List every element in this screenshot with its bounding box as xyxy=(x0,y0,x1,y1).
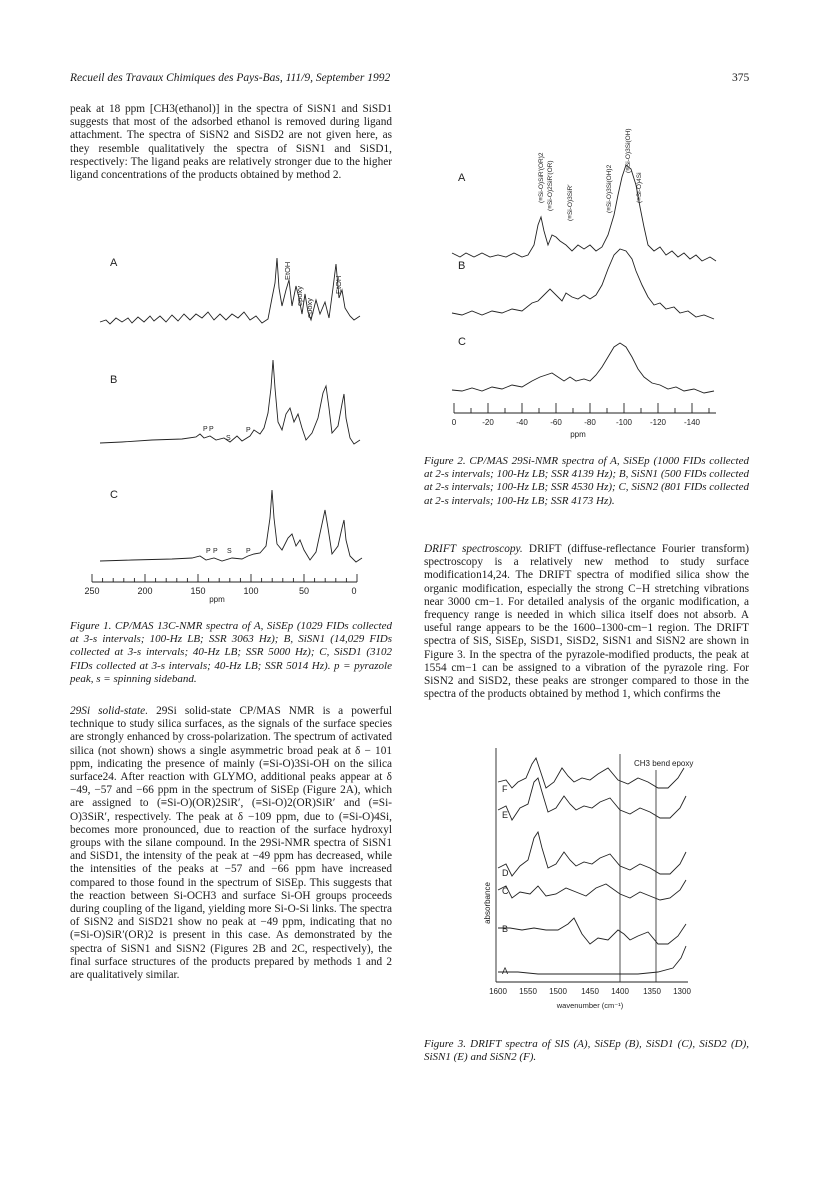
figure3-tick-1450: 1450 xyxy=(581,987,599,996)
figure1-tick-0: 0 xyxy=(351,586,357,596)
figure2-panel-label-b: B xyxy=(458,260,466,272)
figure3-drift-spectra xyxy=(478,748,708,1018)
figure2-axis-unit: ppm xyxy=(570,430,586,439)
figure1-c-marker-s: S xyxy=(227,548,232,555)
figure2-tick-120: -120 xyxy=(649,418,667,427)
page-number: 375 xyxy=(732,72,750,84)
figure3-trace-label-a: A xyxy=(502,966,509,976)
figure3-annotation-ch3: CH3 bend xyxy=(634,759,671,768)
drift-section-paragraph: DRIFT (diffuse-reflectance Fourier transform) spectroscopy is a relatively new method to study surface modification14,24. The DRIFT spectra of modified silica show the organic modification, especially the strong C−H stretching vibrations near 3000 cm−1. For detailed analysis of the organic modification, a frequency range is needed in which silica itself does not absorb. A useful range appears to be the 1600–1300-cm−1 region. The DRIFT spectra of SiS, SiSEp, SiSD1, SiSD2, SiSN1 and SiSN2 are shown in Figure 3. In the spectra of the pyrazole-modified products, the peak at 1554 cm−1 can be assigned to a vibration of the pyrazole ring. For SiSN2 and SiSD2, these peaks are stronger compared to those in the spectra of the products obtained by method 1, which confirms the xyxy=(424,543,749,701)
figure3-trace-c xyxy=(498,880,686,900)
figure3-trace-label-e: E xyxy=(502,810,509,820)
figure1-trace-a xyxy=(100,258,360,324)
figure1-tick-250: 250 xyxy=(84,586,100,596)
figure2-tick-0: 0 xyxy=(451,418,457,427)
right-column-drift xyxy=(424,543,749,701)
figure3-trace-e xyxy=(498,778,686,820)
journal-header: Recueil des Travaux Chimiques des Pays-Bas, 111/9, September 1992 xyxy=(70,72,391,84)
figure3-trace-label-f: F xyxy=(502,784,508,794)
figure2-caption: Figure 2. CP/MAS 29Si-NMR spectra of A, SiSEp (1000 FIDs collected at 2-s intervals; 100-Hz LB; SSR 4139 Hz); B, SiSN1 (500 FIDs collected at 2-s intervals; 100-Hz LB; SSR 4530 Hz); C, SiSN2 (801 FIDs collected at 2-s intervals; 100-Hz LB; SSR 4173 Hz). xyxy=(424,455,749,507)
figure1-tick-150: 150 xyxy=(190,586,206,596)
figure3-tick-1400: 1400 xyxy=(611,987,629,996)
figure3-tick-1350: 1350 xyxy=(643,987,661,996)
figure3-tick-1550: 1550 xyxy=(519,987,537,996)
figure1-c-marker-p3: P xyxy=(246,548,251,555)
figure3-trace-d xyxy=(498,832,686,876)
figure1-x-axis xyxy=(92,574,357,582)
figure1-caption: Figure 1. CP/MAS 13C-NMR spectra of A, SiSEp (1029 FIDs collected at 3-s intervals; 100-Hz LB; SSR 3063 Hz); B, SiSN1 (14,029 FIDs collected at 3-s intervals; 40-Hz LB; SSR 5000 Hz); C, SiSD1 (3102 FIDs collected at 3-s intervals; 40-Hz LB; SSR 5014 Hz). p = pyrazole peak, s = spinning sideband. xyxy=(70,620,392,685)
figure1-b-marker-p3: P xyxy=(246,427,251,434)
figure3-trace-label-d: D xyxy=(502,868,509,878)
figure3-tick-1300: 1300 xyxy=(673,987,691,996)
figure2-trace-b xyxy=(452,249,714,319)
figure1-tick-100: 100 xyxy=(243,586,259,596)
figure1-b-marker-p1: P xyxy=(203,426,208,433)
drift-section-heading: DRIFT spectroscopy. xyxy=(424,543,523,555)
figure1-c-marker-p2: P xyxy=(213,548,218,555)
figure1-c-marker-p1: P xyxy=(206,548,211,555)
figure3-caption: Figure 3. DRIFT spectra of SIS (A), SiSEp (B), SiSD1 (C), SiSD2 (D), SiSN1 (E) and SiSN2 (F). xyxy=(424,1038,749,1064)
figure1-peak-label-epoxy-2: epoxy xyxy=(305,297,314,318)
si-section-heading: 29Si solid-state. xyxy=(70,705,149,717)
figure1-trace-b xyxy=(100,360,360,444)
figure3-y-label: absorbance xyxy=(483,882,492,924)
figure1-peak-label-etoh-2: EtOH xyxy=(334,275,343,294)
figure1-panel-label-b: B xyxy=(110,374,118,386)
figure3-trace-a xyxy=(498,946,686,974)
figure2-tick-20: -20 xyxy=(482,418,494,427)
figure2-x-axis xyxy=(454,403,716,413)
figure2-trace-c xyxy=(452,343,714,393)
figure2-tick-40: -40 xyxy=(516,418,528,427)
figure2-tick-100: -100 xyxy=(615,418,633,427)
figure3-trace-label-b: B xyxy=(502,924,509,934)
figure1-panel-label-c: C xyxy=(110,489,118,501)
figure2-peak-label-5: (≡Si-O)3Si(OH) xyxy=(625,128,632,173)
figure1-tick-200: 200 xyxy=(137,586,153,596)
figure1-axis-unit: ppm xyxy=(209,595,225,604)
figure2-peak-label-6: (≡Si-O)4Si xyxy=(636,172,643,203)
figure1-tick-50: 50 xyxy=(298,586,310,596)
figure2-tick-140: -140 xyxy=(683,418,701,427)
figure2-panel-label-a: A xyxy=(458,172,466,184)
figure2-tick-60: -60 xyxy=(550,418,562,427)
si-section-paragraph: 29Si solid-state CP/MAS NMR is a powerful technique to study silica surfaces, as the signals of the surface species are strongly enhanced by cross-polarization. The spectrum of activated silica (not shown) shows a single asymmetric broad peak at δ − 101 ppm, indicating the presence of mainly (≡Si-O)3Si-OH on the silica surface24. After reaction with GLYMO, additional peaks appear at δ −49, −57 and −66 ppm in the spectrum of SiSEp (Figure 2A), which are assigned to (≡Si-O)(OR)2SiR′, (≡Si-O)2(OR)SiR′ and (≡Si-O)3SiR′, respectively. The peak at δ −109 ppm, due to (≡Si-O)4Si, becomes more pronounced, due to reaction of the surface hydroxyl groups with the silane compound. In the 29Si-NMR spectra of SiSN1 and SiSD1, the intensity of the peak at −49 ppm has decreased, while the intensities of the peaks at −57 and −66 ppm have increased compared to those found in the spectrum of SiSEp. This suggests that the reaction between Si-OCH3 and surface Si-OH groups proceeds during coupling of the ligand, yielding more Si-O-Si links. The spectra of SiSN2 and SiSD21 show no peak at −49 ppm, indicating that no (≡Si-O)SiR′(OR)2 is present in this case. As demonstrated by the spectra of SiSN1 and SiSN2 (Figures 2B and 2C, respectively), the final surface structures of the products prepared by methods 1 and 2 are qualitatively similar. xyxy=(70,705,392,982)
figure2-tick-80: -80 xyxy=(584,418,596,427)
figure1-b-marker-s: S xyxy=(226,435,231,442)
figure2-peak-label-4: (≡Si-O)3Si(OH)2 xyxy=(606,164,613,213)
figure3-trace-b xyxy=(498,918,686,944)
figure3-tick-1600: 1600 xyxy=(489,987,507,996)
figure2-panel-label-c: C xyxy=(458,336,466,348)
figure1-peak-label-etoh-1: EtOH xyxy=(283,261,292,280)
figure3-annotation-epoxy: epoxy xyxy=(672,759,694,768)
figure1-panel-label-a: A xyxy=(110,257,118,269)
intro-paragraph: peak at 18 ppm [CH3(ethanol)] in the spectra of SiSN1 and SiSD1 suggests that most of the adsorbed ethanol is removed during ligand attachment. The spectra of SiSN2 and SiSD2 are not given here, as they resemble qualitatively the spectra of SiSN1 and SiSD1, respectively: The ligand peaks are relatively stronger due to the higher ligand concentrations of the products obtained by method 2. xyxy=(70,103,392,182)
figure2-peak-label-2: (≡Si-O)2SiR′(OR) xyxy=(547,160,554,211)
figure1-13c-nmr-spectra xyxy=(84,228,382,613)
left-column-intro xyxy=(70,103,392,182)
figure2-peak-label-3: (≡Si-O)3SiR′ xyxy=(567,184,574,221)
figure2-peak-label-1: (≡Si-O)SiR′(OR)2 xyxy=(538,152,545,203)
figure3-trace-label-c: C xyxy=(502,886,509,896)
figure3-tick-1500: 1500 xyxy=(549,987,567,996)
left-column-29si xyxy=(70,705,392,982)
figure3-x-label: wavenumber (cm⁻¹) xyxy=(556,1001,624,1010)
figure1-b-marker-p2: P xyxy=(209,426,214,433)
figure1-peak-label-epoxy-1: epoxy xyxy=(295,285,304,306)
figure2-trace-a xyxy=(452,165,716,261)
figure2-29si-nmr-spectra xyxy=(448,85,738,445)
